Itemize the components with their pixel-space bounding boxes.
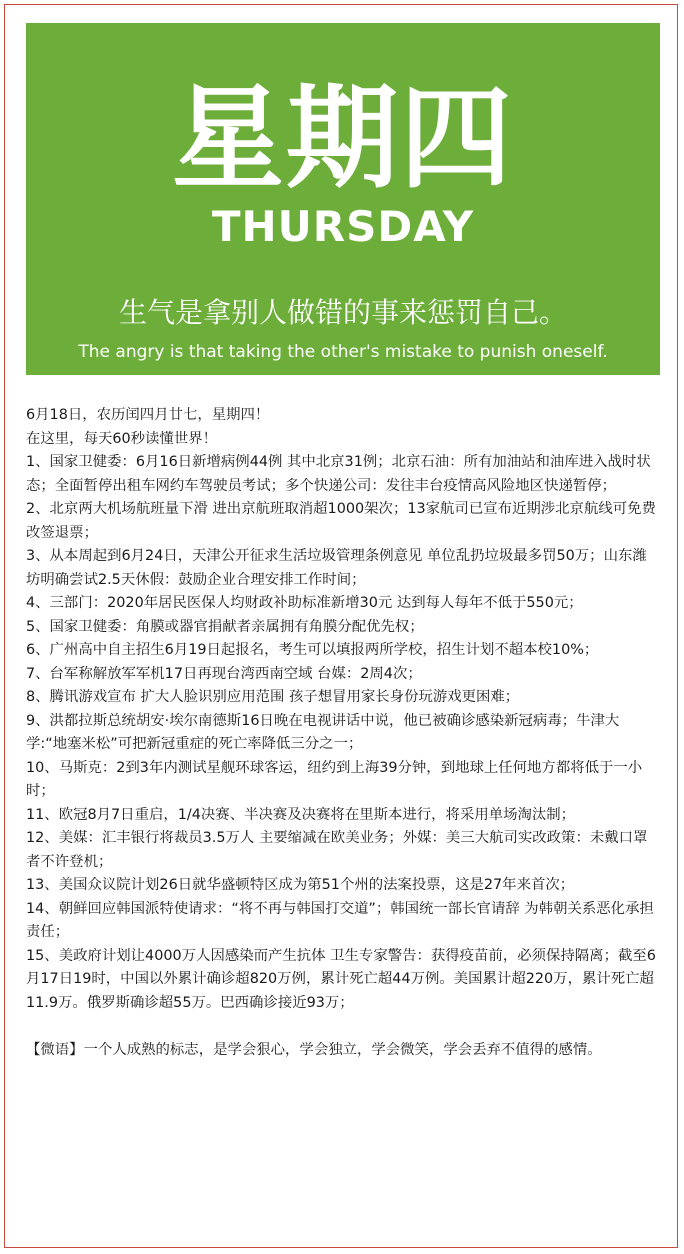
date-line: 6月18日，农历闰四月廿七，星期四！ — [26, 407, 270, 423]
footer-saying: 【微语】一个人成熟的标志，是学会狠心，学会独立，学会微笑，学会丢弃不值得的感情。 — [26, 1041, 602, 1058]
news-item: 4、三部门：2020年居民医保人均财政补助标准新增30元 达到每人每年不低于550元； — [26, 595, 583, 611]
news-item: 12、美媒：汇丰银行将裁员3.5万人 主要缩减在欧美业务；外媒：美三大航司实改政策：未戴口罩者不许登机； — [26, 830, 648, 870]
news-item: 3、从本周起到6月24日，天津公开征求生活垃圾管理条例意见 单位乱扔垃圾最多罚50万；山东潍坊明确尝试2.5天休假：鼓励企业合理安排工作时间； — [26, 548, 647, 588]
banner-title-en: THURSDAY — [211, 202, 475, 251]
banner-quote-cn: 生气是拿别人做错的事来惩罚自己。 — [118, 296, 567, 329]
thursday-banner — [26, 23, 660, 375]
news-item: 5、国家卫健委：角膜或器官捐献者亲属拥有角膜分配优先权； — [26, 618, 424, 635]
news-item: 15、美政府计划让4000万人因感染而产生抗体 卫生专家警告：获得疫苗前，必须保持隔离；截至6月17日19时，中国以外累计确诊超820万例，累计死亡超44万例。美国累计超220万，累计死亡超11.9万。俄罗斯确诊超55万。巴西确诊接近93万； — [26, 947, 656, 1011]
tagline: 在这里，每天60秒读懂世界！ — [26, 430, 217, 447]
news-item: 11、欧冠8月7日重启，1/4决赛、半决赛及决赛将在里斯本进行，将采用单场淘汰制； — [26, 806, 576, 823]
news-item: 8、腾讯游戏宣布 扩大人脸识别应用范围 孩子想冒用家长身份玩游戏更困难； — [26, 689, 520, 705]
article-body — [26, 404, 660, 1062]
news-item: 14、朝鲜回应韩国派特使请求：“将不再与韩国打交道”；韩国统一部长官请辞 为韩朝关系恶化承担责任； — [26, 900, 654, 940]
news-item: 2、北京两大机场航班量下滑 进出京航班取消超1000架次；13家航司已宣布近期涉北京航线可免费改签退票； — [26, 501, 656, 541]
spacer — [26, 1015, 660, 1039]
news-item: 7、台军称解放军军机17日再现台湾西南空域 台媒：2周4次； — [26, 665, 422, 682]
banner-title-cn: 星期四 — [172, 74, 514, 204]
news-item: 10、马斯克：2到3年内测试星舰环球客运，纽约到上海39分钟，到地球上任何地方都将低于一小时； — [26, 759, 643, 799]
banner-quote-en: The angry is that taking the other's mistake to punish oneself. — [78, 342, 608, 362]
news-item: 9、洪都拉斯总统胡安·埃尔南德斯16日晚在电视讲话中说，他已被确诊感染新冠病毒；牛津大学:“地塞米松”可把新冠重症的死亡率降低三分之一； — [26, 712, 620, 752]
news-item: 6、广州高中自主招生6月19日起报名，考生可以填报两所学校，招生计划不超本校10%； — [26, 642, 599, 658]
news-item: 13、美国众议院计划26日就华盛顿特区成为第51个州的法案投票，这是27年来首次； — [26, 877, 575, 893]
news-item: 1、国家卫健委：6月16日新增病例44例 其中北京31例；北京石油：所有加油站和油库进入战时状态；全面暂停出租车网约车驾驶员考试；多个快递公司：发往丰台疫情高风险地区快递暂停； — [26, 454, 651, 494]
